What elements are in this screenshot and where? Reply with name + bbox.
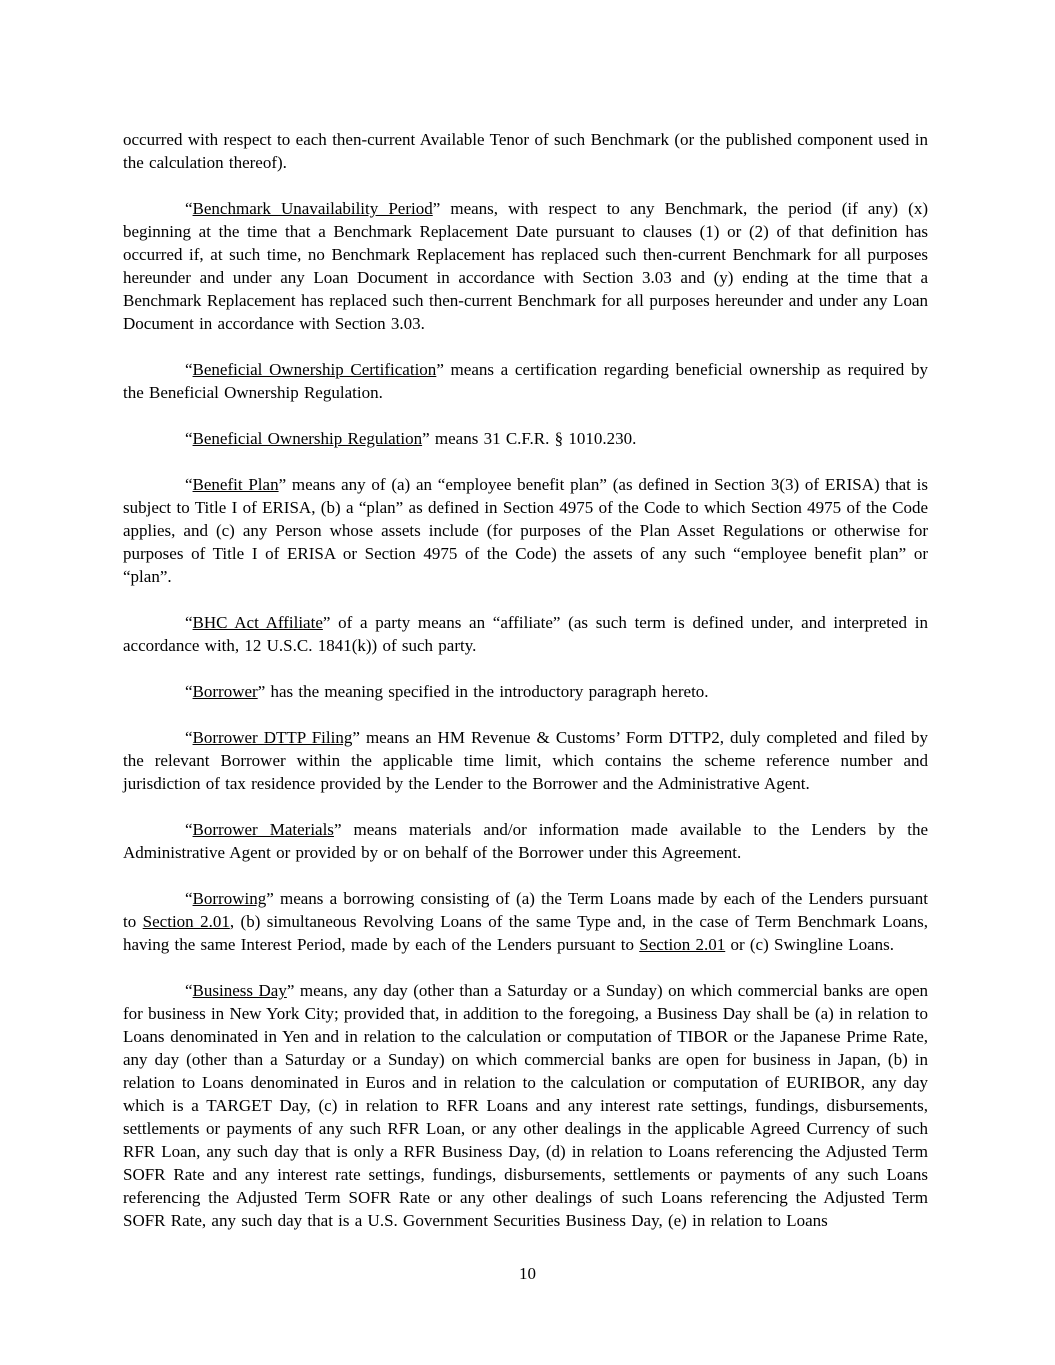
text-run: “ <box>185 728 193 747</box>
paragraph <box>123 358 928 404</box>
definitions-section <box>123 128 928 1232</box>
paragraph <box>123 818 928 864</box>
document-body <box>123 128 928 1255</box>
paragraph <box>123 427 928 450</box>
defined-term: Beneficial Ownership Regulation <box>192 429 423 448</box>
defined-term: Borrower Materials <box>192 820 334 839</box>
text-run: “ <box>185 429 193 448</box>
page-number: 10 <box>519 1264 536 1283</box>
text-run: “ <box>185 360 193 379</box>
text-run: ” of a party means an “affiliate” (as such term is defined under, and interpreted in accordance with, 12 U.S.C. 1841(k)) of such party. <box>123 613 928 655</box>
text-run: , (b) simultaneous Revolving Loans of the same Type and, in the case of Term Benchmark Loans, having the same Interest Period, made by each of the Lenders pursuant to <box>123 912 928 954</box>
defined-term: Borrower DTTP Filing <box>192 728 353 747</box>
defined-term: Section 2.01 <box>639 935 726 954</box>
defined-term: Benefit Plan <box>192 475 279 494</box>
paragraph <box>123 726 928 795</box>
defined-term: Beneficial Ownership Certification <box>192 360 437 379</box>
text-run: ” means a certification regarding beneficial ownership as required by the Beneficial Ownership Regulation. <box>123 360 928 402</box>
text-run: “ <box>185 199 193 218</box>
text-run: “ <box>185 682 193 701</box>
text-run: ” means, any day (other than a Saturday or a Sunday) on which commercial banks are open for business in New York City; provided that, in addition to the foregoing, a Business Day shall be (a) in relation to Loans denominated in Yen and in relation to the calculation or computation of TIBOR or the Japanese Prime Rate, any day (other than a Saturday or a Sunday) on which commercial banks are open for business in Japan, (b) in relation to Loans denominated in Euros and in relation to the calculation or computation of EURIBOR, any day which is a TARGET Day, (c) in relation to RFR Loans and any interest rate settings, fundings, disbursements, settlements or payments of any such RFR Loan, or any other dealings in the applicable Agreed Currency of such RFR Loan, any such day that is only a RFR Business Day, (d) in relation to Loans referencing the Adjusted Term SOFR Rate and any interest rate settings, fundings, disbursements, settlements or payments of any such Loans referencing the Adjusted Term SOFR Rate or any other dealings of such Loans referencing the Adjusted Term SOFR Rate, any such day that is a U.S. Government Securities Business Day, (e) in relation to Loans <box>123 981 928 1230</box>
text-run: or (c) Swingline Loans. <box>725 935 895 954</box>
defined-term: Section 2.01 <box>142 912 230 931</box>
text-run: ” means any of (a) an “employee benefit plan” (as defined in Section 3(3) of ERISA) that is subject to Title I of ERISA, (b) a “plan” as defined in Section 4975 of the Code to which Section 4975 of the Code applies, and (c) any Person whose assets include (for purposes of the Plan Asset Regulations or otherwise for purposes of Title I of ERISA or Section 4975 of the Code) the assets of any such “employee benefit plan” or “plan”. <box>123 475 928 586</box>
paragraph <box>123 887 928 956</box>
paragraph <box>123 979 928 1232</box>
text-run: “ <box>185 475 193 494</box>
text-run: ” means an HM Revenue & Customs’ Form DTTP2, duly completed and filed by the relevant Borrower within the applicable time limit, which contains the scheme reference number and jurisdiction of tax residence provided by the Lender to the Borrower and the Administrative Agent. <box>123 728 929 793</box>
defined-term: Borrowing <box>192 889 267 908</box>
defined-term: Benchmark Unavailability Period <box>192 199 433 218</box>
defined-term: BHC Act Affiliate <box>192 613 323 632</box>
text-run: ” means 31 C.F.R. § 1010.230. <box>422 429 637 448</box>
text-run: “ <box>185 981 193 1000</box>
defined-term: Business Day <box>192 981 287 1000</box>
text-run: ” means materials and/or information made available to the Lenders by the Administrative Agent or provided by or on behalf of the Borrower under this Agreement. <box>123 820 929 862</box>
text-run: “ <box>185 820 193 839</box>
paragraph <box>123 473 928 588</box>
paragraph <box>123 128 928 174</box>
text-run: ” means, with respect to any Benchmark, the period (if any) (x) beginning at the time that a Benchmark Replacement Date pursuant to clauses (1) or (2) of that definition has occurred if, at such time, no Benchmark Replacement has replaced such then-current Benchmark for all purposes hereunder and under any Loan Document in accordance with Section 3.03 and (y) ending at the time that a Benchmark Replacement has replaced such then-current Benchmark for all purposes hereunder and under any Loan Document in accordance with Section 3.03. <box>123 199 928 333</box>
text-run: occurred with respect to each then-current Available Tenor of such Benchmark (or the published component used in the calculation thereof). <box>123 130 928 172</box>
page-footer <box>0 1262 1055 1285</box>
paragraph <box>123 197 928 335</box>
text-run: “ <box>185 889 193 908</box>
paragraph <box>123 680 928 703</box>
text-run: ” has the meaning specified in the introductory paragraph hereto. <box>257 682 709 701</box>
paragraph <box>123 611 928 657</box>
defined-term: Borrower <box>192 682 258 701</box>
text-run: “ <box>185 613 193 632</box>
text-run: ” means a borrowing consisting of (a) the Term Loans made by each of the Lenders pursuant to <box>123 889 928 931</box>
